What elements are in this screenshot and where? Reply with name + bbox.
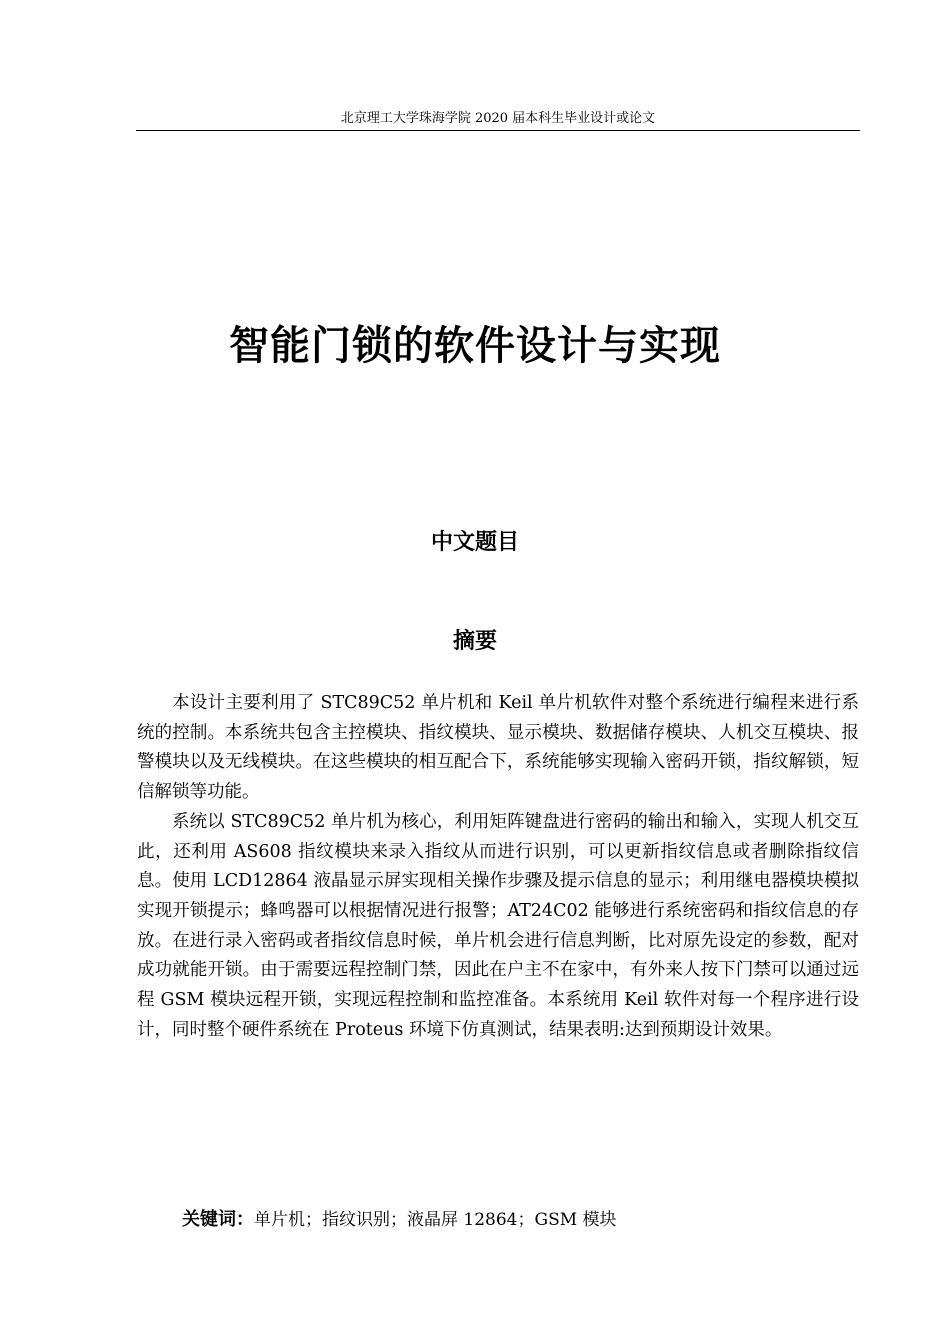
abstract-heading: 摘要 (452, 629, 497, 654)
abstract-paragraph: 系统以 STC89C52 单片机为核心，利用矩阵键盘进行密码的输出和输入，实现人机交互此，还利用 AS608 指纹模块来录入指纹从而进行识别，可以更新指纹信息或者删除指纹信息。使用 LCD12864 液晶显示屏实现相关操作步骤及提示信息的显示；利用继电器模块模拟实现开锁提示；蜂鸣器可以根据情况进行报警；AT24C02 能够进行系统密码和指纹信息的存放。在进行录入密码或者指纹信息时候，单片机会进行信息判断，比对原先设定的参数，配对成功就能开锁。由于需要远程控制门禁，因此在户主不在家中，有外来人按下门禁可以通过远程 GSM 模块远程开锁，实现远程控制和监控准备。本系统用 Keil 软件对每一个程序进行设计，同时整个硬件系统在 Proteus 环境下仿真测试，结果表明:达到预期设计效果。 (137, 811, 859, 1040)
chinese-title-label: 中文题目 (430, 530, 519, 555)
header-text: 北京理工大学珠海学院 2020 届本科生毕业设计或论文 (340, 111, 656, 126)
abstract-body (137, 689, 859, 1045)
abstract-paragraph: 本设计主要利用了 STC89C52 单片机和 Keil 单片机软件对整个系统进行编程来进行系统的控制。本系统共包含主控模块、指纹模块、显示模块、数据储存模块、人机交互模块、报警模块以及无线模块。在这些模块的相互配合下，系统能够实现输入密码开锁，指纹解锁，短信解锁等功能。 (137, 693, 859, 803)
thesis-title: 智能门锁的软件设计与实现 (229, 323, 721, 369)
page-header (136, 110, 860, 131)
keywords-label: 关键词： (182, 1209, 254, 1230)
keywords-line (182, 1206, 862, 1234)
keywords-value: 单片机；指纹识别；液晶屏 12864；GSM 模块 (254, 1210, 617, 1230)
